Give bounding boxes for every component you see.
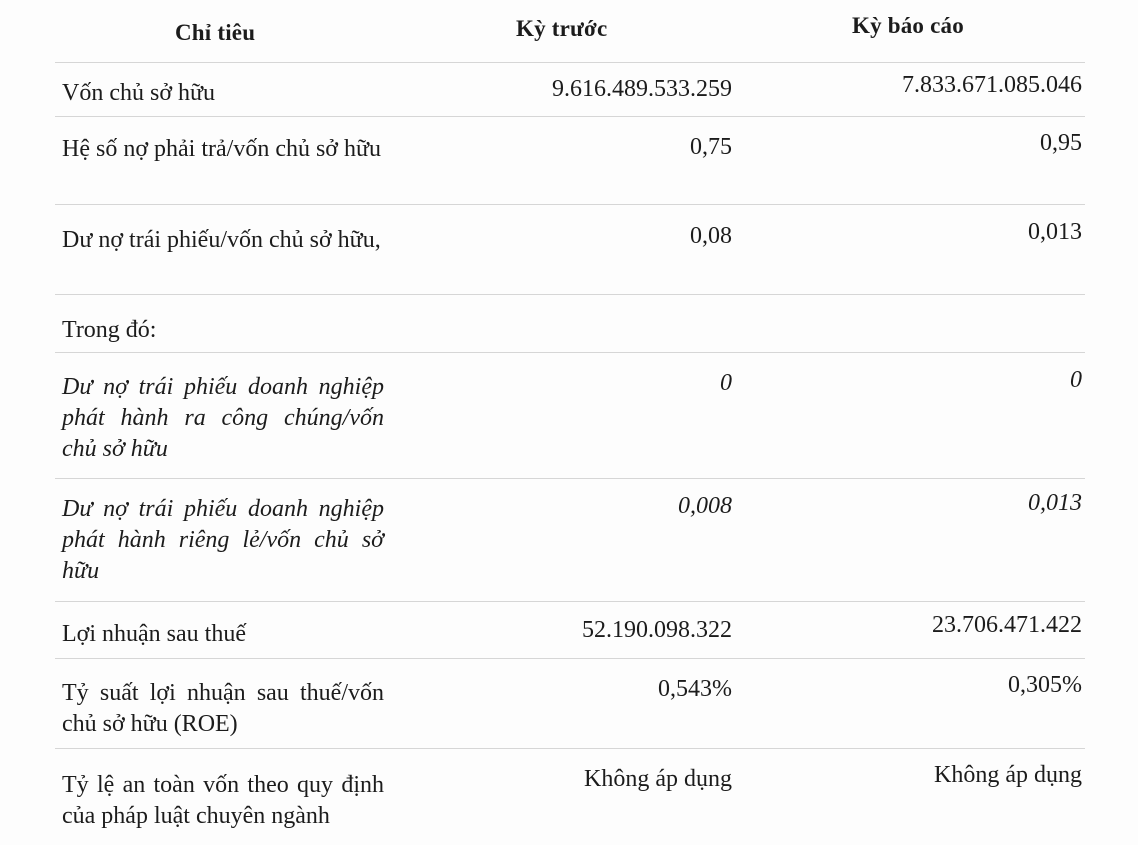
header-indicator: Chỉ tiêu bbox=[175, 20, 256, 45]
row-previous-equity: 9.616.489.533.259 bbox=[552, 76, 732, 102]
row-label-of-which: Trong đó: bbox=[62, 317, 157, 343]
row-previous-bonds-to-equity: 0,08 bbox=[690, 223, 732, 249]
row-current-debt-to-equity: 0,95 bbox=[1040, 130, 1082, 156]
row-previous-private-bonds: 0,008 bbox=[678, 493, 732, 519]
row-label-debt-to-equity: Hệ số nợ phải trả/vốn chủ sở hữu bbox=[62, 136, 382, 162]
row-previous-capital-adequacy: Không áp dụng bbox=[584, 766, 732, 792]
row-label-bonds-to-equity: Dư nợ trái phiếu/vốn chủ sở hữu, bbox=[62, 227, 381, 253]
row-divider bbox=[55, 478, 1085, 479]
row-current-bonds-to-equity: 0,013 bbox=[1028, 219, 1082, 245]
row-current-profit-after-tax: 23.706.471.422 bbox=[932, 612, 1082, 638]
row-divider bbox=[55, 62, 1085, 63]
row-label-private-bonds: Dư nợ trái phiếu doanh nghiệp phát hành riêng lẻ/vốn chủ sở hữu bbox=[62, 496, 384, 584]
row-divider bbox=[55, 116, 1085, 117]
header-previous-period: Kỳ trước bbox=[516, 16, 608, 41]
row-current-capital-adequacy: Không áp dụng bbox=[934, 762, 1082, 788]
row-label-roe: Tỷ suất lợi nhuận sau thuế/vốn chủ sở hữu (ROE) bbox=[62, 680, 384, 737]
row-divider bbox=[55, 658, 1085, 659]
row-current-equity: 7.833.671.085.046 bbox=[902, 72, 1082, 98]
row-label-profit-after-tax: Lợi nhuận sau thuế bbox=[62, 621, 246, 647]
row-divider bbox=[55, 294, 1085, 295]
row-divider bbox=[55, 204, 1085, 205]
row-current-roe: 0,305% bbox=[1008, 672, 1082, 698]
row-divider bbox=[55, 748, 1085, 749]
row-label-capital-adequacy: Tỷ lệ an toàn vốn theo quy định của pháp luật chuyên ngành bbox=[62, 772, 384, 829]
row-current-public-bonds: 0 bbox=[1070, 367, 1082, 393]
row-previous-roe: 0,543% bbox=[658, 676, 732, 702]
row-previous-debt-to-equity: 0,75 bbox=[690, 134, 732, 160]
row-label-public-bonds: Dư nợ trái phiếu doanh nghiệp phát hành ra công chúng/vốn chủ sở hữu bbox=[62, 374, 384, 462]
row-current-private-bonds: 0,013 bbox=[1028, 490, 1082, 516]
header-reporting-period: Kỳ báo cáo bbox=[852, 13, 964, 38]
row-label-equity: Vốn chủ sở hữu bbox=[62, 80, 216, 106]
row-previous-public-bonds: 0 bbox=[720, 370, 732, 396]
row-divider bbox=[55, 352, 1085, 353]
row-previous-profit-after-tax: 52.190.098.322 bbox=[582, 617, 732, 643]
row-divider bbox=[55, 601, 1085, 602]
